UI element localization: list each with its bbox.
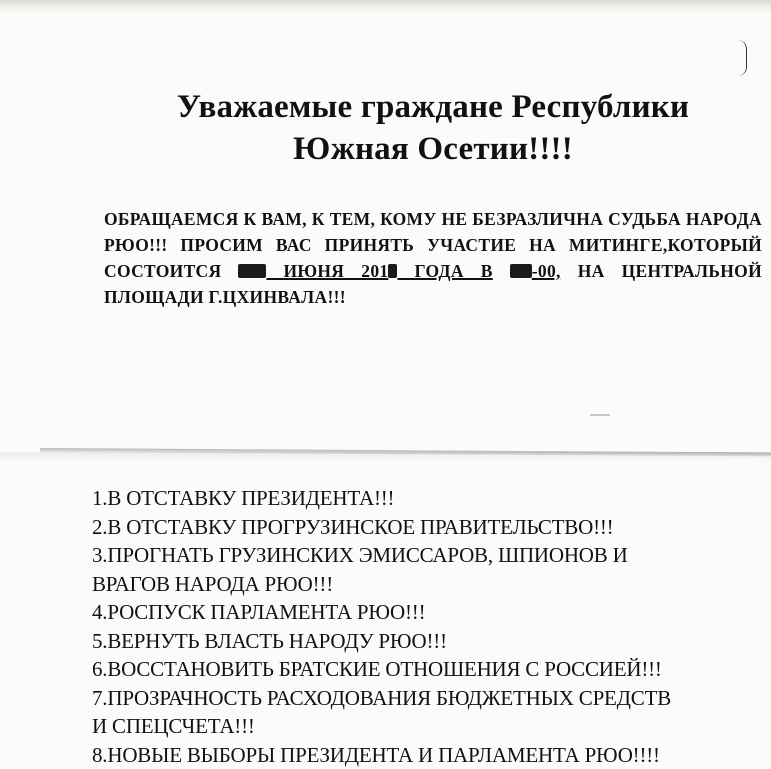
appeal-year-suffix: ГОДА В xyxy=(397,261,492,281)
demand-line: ВРАГОВ НАРОДА РЮО!!! xyxy=(92,570,768,599)
leaflet-heading xyxy=(100,86,766,170)
heading-line-1: Уважаемые граждане Республики xyxy=(100,86,766,128)
demand-line: 8.НОВЫЕ ВЫБОРЫ ПРЕЗИДЕНТА И ПАРЛАМЕНТА РЮО!!!! xyxy=(92,741,768,769)
demand-line: 5.ВЕРНУТЬ ВЛАСТЬ НАРОДУ РЮО!!! xyxy=(92,627,768,656)
appeal-text-start: ОБРАЩАЕМСЯ К ВАМ, К ТЕМ, КОМУ НЕ БЕЗРАЗЛИЧНА СУДЬБА НАРОДА РЮО!!! ПРОСИМ ВАС ПРИНЯТЬ УЧАСТИЕ НА МИТИНГЕ,КОТОРЫЙ СОСТОИТСЯ xyxy=(104,209,762,281)
demand-line: 7.ПРОЗРАЧНОСТЬ РАСХОДОВАНИЯ БЮДЖЕТНЫХ СРЕДСТВ xyxy=(92,684,768,713)
demand-line: 4.РОСПУСК ПАРЛАМЕНТА РЮО!!! xyxy=(92,598,768,627)
appeal-paragraph xyxy=(104,206,762,310)
scan-artifact xyxy=(590,414,610,416)
demand-line: И СПЕЦСЧЕТА!!! xyxy=(92,712,768,741)
heading-line-2: Южная Осетии!!!! xyxy=(100,128,766,170)
appeal-date xyxy=(266,261,397,281)
demand-line: 3.ПРОГНАТЬ ГРУЗИНСКИХ ЭМИССАРОВ, ШПИОНОВ И xyxy=(92,541,768,570)
appeal-text-end: НА ЦЕНТРАЛЬНОЙ ПЛОЩАДИ Г.ЦХИНВАЛА!!! xyxy=(104,261,762,307)
demand-line: 1.В ОТСТАВКУ ПРЕЗИДЕНТА!!! xyxy=(92,484,768,513)
demand-line: 6.ВОССТАНОВИТЬ БРАТСКИЕ ОТНОШЕНИЯ С РОССИЕЙ!!! xyxy=(92,655,768,684)
appeal-month: ИЮНЯ 201 xyxy=(266,261,388,281)
appeal-time xyxy=(510,261,561,281)
appeal-time-suffix: -00, xyxy=(532,261,561,281)
paper-fold-shadow xyxy=(0,452,771,462)
demands-list xyxy=(92,484,768,769)
redacted-hour xyxy=(510,264,532,278)
demand-line: 2.В ОТСТАВКУ ПРОГРУЗИНСКОЕ ПРАВИТЕЛЬСТВО!!! xyxy=(92,513,768,542)
redacted-day xyxy=(238,264,266,278)
